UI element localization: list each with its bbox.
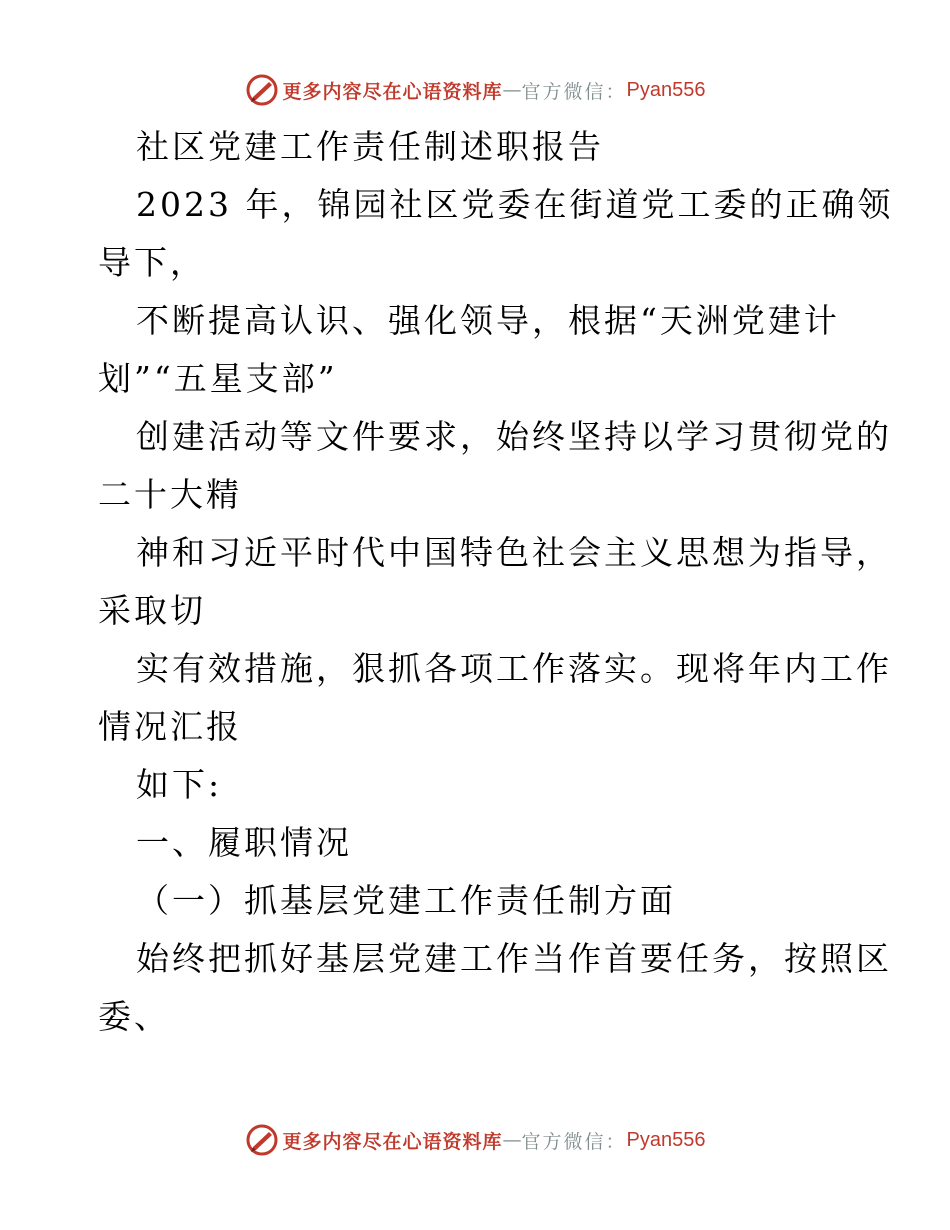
document-line: 不断提高认识、强化领导，根据“天洲党建计	[136, 301, 840, 340]
document-line: 委、	[98, 997, 170, 1036]
document-line: 神和习近平时代中国特色社会主义思想为指导，	[136, 533, 892, 572]
footer-watermark-banner	[0, 1120, 950, 1160]
pen-logo-icon	[245, 73, 279, 107]
document-body	[98, 118, 894, 1046]
document-line: 如下:	[136, 765, 223, 804]
document-line: 2023 年，锦园社区党委在街道党工委的正确领	[136, 185, 894, 224]
document-line: 始终把抓好基层党建工作当作首要任务，按照区	[136, 939, 892, 978]
document-line: 社区党建工作责任制述职报告	[136, 127, 604, 166]
document-line: 二十大精	[98, 475, 242, 514]
document-line: 情况汇报	[98, 707, 242, 746]
document-line: 导下，	[98, 243, 206, 282]
banner-site-text: 更多内容尽在心语资料库	[282, 1130, 503, 1153]
banner-wechat-id: Pyan556	[626, 78, 706, 101]
document-line: 实有效措施，狠抓各项工作落实。现将年内工作	[136, 649, 892, 688]
document-line: 创建活动等文件要求，始终坚持以学习贯彻党的	[136, 417, 892, 456]
banner-dash: —	[502, 1129, 522, 1151]
document-line: 采取切	[98, 591, 206, 630]
document-line: （一）抓基层党建工作责任制方面	[136, 881, 676, 920]
document-line: 划”“五星支部”	[98, 359, 338, 398]
document-line: 一、履职情况	[136, 823, 352, 862]
banner-wechat-label: 官方微信：	[521, 1130, 627, 1153]
banner-dash: —	[502, 79, 522, 101]
banner-wechat-label: 官方微信：	[521, 80, 627, 103]
pen-logo-icon	[245, 1123, 279, 1157]
banner-site-text: 更多内容尽在心语资料库	[282, 80, 503, 103]
banner-wechat-id: Pyan556	[626, 1128, 706, 1151]
header-watermark-banner	[0, 70, 950, 110]
